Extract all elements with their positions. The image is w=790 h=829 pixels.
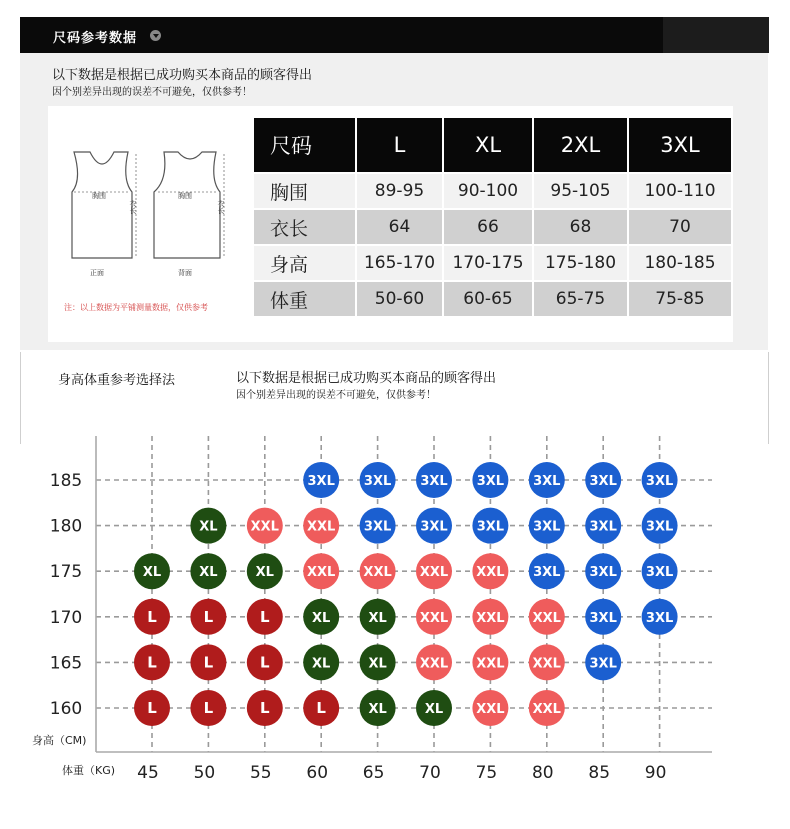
size-marker-label: L <box>147 699 157 717</box>
table-cell: 95-105 <box>534 174 627 208</box>
size-marker-label: XL <box>312 610 331 626</box>
length-label-back: 衣长 <box>217 200 225 214</box>
diagram-note: 注：以上数据为平铺测量数据，仅供参考 <box>64 303 208 312</box>
y-tick-label: 160 <box>49 699 83 719</box>
x-tick-label: 55 <box>249 763 272 783</box>
size-marker-label: XXL <box>532 610 561 626</box>
size-marker-label: XL <box>142 565 162 581</box>
size-marker-label: 3XL <box>645 519 674 535</box>
size-marker-label: L <box>147 653 157 672</box>
size-marker-label: 3XL <box>589 565 617 581</box>
chart-section-disclaimer: 因个别差异出现的误差不可避免，仅供参考！ <box>236 390 436 401</box>
size-marker-label: 3XL <box>589 610 617 626</box>
y-tick-label: 175 <box>49 562 83 583</box>
size-marker-label: 3XL <box>645 610 674 626</box>
x-axis-label: 体重（KG) <box>62 764 116 777</box>
size-marker-label: XL <box>312 656 331 672</box>
chest-label: 胸围 <box>92 192 106 200</box>
table-cell: 70 <box>629 210 731 244</box>
size-marker-label: XL <box>424 702 444 717</box>
x-tick-label: 85 <box>588 763 611 783</box>
size-marker-label: L <box>260 607 270 626</box>
size-marker-label: 3XL <box>420 474 448 489</box>
table-cell: 75-85 <box>629 282 731 316</box>
size-marker-label: 3XL <box>476 474 505 489</box>
size-marker-label: XXL <box>532 702 561 717</box>
row-label: 体重 <box>254 282 355 316</box>
x-tick-label: 50 <box>193 763 216 783</box>
size-marker-label: XXL <box>419 656 449 672</box>
header-title: 尺码参考数据 <box>53 31 138 46</box>
table-cell: 170-175 <box>444 246 532 280</box>
size-header-cell: 2XL <box>534 118 627 172</box>
size-header-label: 尺码 <box>254 118 355 172</box>
size-marker-label: L <box>260 699 270 717</box>
table-cell: 68 <box>534 210 627 244</box>
table-cell: 180-185 <box>629 246 731 280</box>
table-cell: 66 <box>444 210 532 244</box>
x-tick-label: 75 <box>475 763 498 783</box>
size-marker-label: XL <box>368 702 387 717</box>
table-cell: 89-95 <box>357 174 442 208</box>
disclaimer-note: 因个别差异出现的误差不可避免，仅供参考！ <box>52 87 252 98</box>
table-cell: 60-65 <box>444 282 532 316</box>
size-marker-label: XXL <box>476 610 505 626</box>
size-marker-label: XL <box>368 610 387 626</box>
size-header-cell: XL <box>444 118 532 172</box>
row-label: 衣长 <box>254 210 355 244</box>
x-tick-label: 45 <box>137 763 159 783</box>
size-marker-label: XXL <box>363 565 392 581</box>
table-cell: 50-60 <box>357 282 442 316</box>
size-marker-label: XXL <box>476 702 505 717</box>
size-marker-label: L <box>203 699 214 717</box>
size-marker-label: XXL <box>476 565 505 581</box>
size-marker-label: 3XL <box>307 474 335 489</box>
size-header-cell: L <box>357 118 442 172</box>
y-tick-label: 165 <box>49 653 83 674</box>
size-marker-label: XXL <box>476 656 505 672</box>
size-marker-label: 3XL <box>645 474 674 489</box>
size-marker-label: 3XL <box>476 519 505 535</box>
x-tick-label: 90 <box>644 763 667 783</box>
size-marker-label: 3XL <box>533 519 561 535</box>
size-marker-label: XXL <box>419 610 449 626</box>
y-tick-label: 170 <box>49 607 83 628</box>
size-marker-label: L <box>147 607 157 626</box>
size-marker-label: XXL <box>307 519 336 535</box>
y-tick-label: 185 <box>49 471 83 491</box>
size-marker-label: XXL <box>250 519 279 535</box>
x-tick-label: 60 <box>306 763 329 783</box>
size-marker-label: L <box>260 653 270 672</box>
row-label: 身高 <box>254 246 355 280</box>
size-marker-label: XXL <box>419 565 449 581</box>
table-cell: 175-180 <box>534 246 627 280</box>
chest-label-back: 胸围 <box>178 192 192 200</box>
table-cell: 90-100 <box>444 174 532 208</box>
table-cell: 165-170 <box>357 246 442 280</box>
row-label: 胸围 <box>254 174 355 208</box>
size-marker-label: 3XL <box>420 519 448 535</box>
purchase-note: 以下数据是根据已成功购买本商品的顾客得出 <box>52 68 313 83</box>
size-marker-label: L <box>316 699 326 717</box>
size-marker-label: XL <box>368 656 387 672</box>
size-marker-label: 3XL <box>533 474 561 489</box>
x-tick-label: 80 <box>531 763 554 783</box>
size-marker-label: 3XL <box>589 474 617 489</box>
size-marker-label: 3XL <box>363 519 392 535</box>
size-marker-label: 3XL <box>589 519 617 535</box>
x-tick-label: 65 <box>362 763 385 783</box>
y-axis-label: 身高（CM) <box>32 734 87 747</box>
back-label: 背面 <box>178 269 192 277</box>
table-cell: 64 <box>357 210 442 244</box>
size-marker-label: XL <box>199 565 218 581</box>
length-label: 衣长 <box>129 200 137 214</box>
table-cell: 100-110 <box>629 174 731 208</box>
size-marker-label: 3XL <box>589 656 617 672</box>
size-marker-label: L <box>203 653 214 672</box>
chart-section-title: 身高体重参考选择法 <box>58 373 176 388</box>
size-marker-label: XXL <box>532 656 561 672</box>
size-marker-label: 3XL <box>645 565 674 581</box>
size-marker-label: 3XL <box>533 565 561 581</box>
size-header-cell: 3XL <box>629 118 731 172</box>
y-tick-label: 180 <box>49 516 83 537</box>
size-marker-label: XL <box>199 519 218 535</box>
size-marker-label: XL <box>255 565 274 581</box>
x-tick-label: 70 <box>419 763 441 783</box>
front-label: 正面 <box>90 269 104 277</box>
table-cell: 65-75 <box>534 282 627 316</box>
chart-section-note: 以下数据是根据已成功购买本商品的顾客得出 <box>236 371 497 386</box>
size-marker-label: L <box>203 607 214 626</box>
size-marker-label: XXL <box>307 565 336 581</box>
size-marker-label: 3XL <box>363 474 392 489</box>
